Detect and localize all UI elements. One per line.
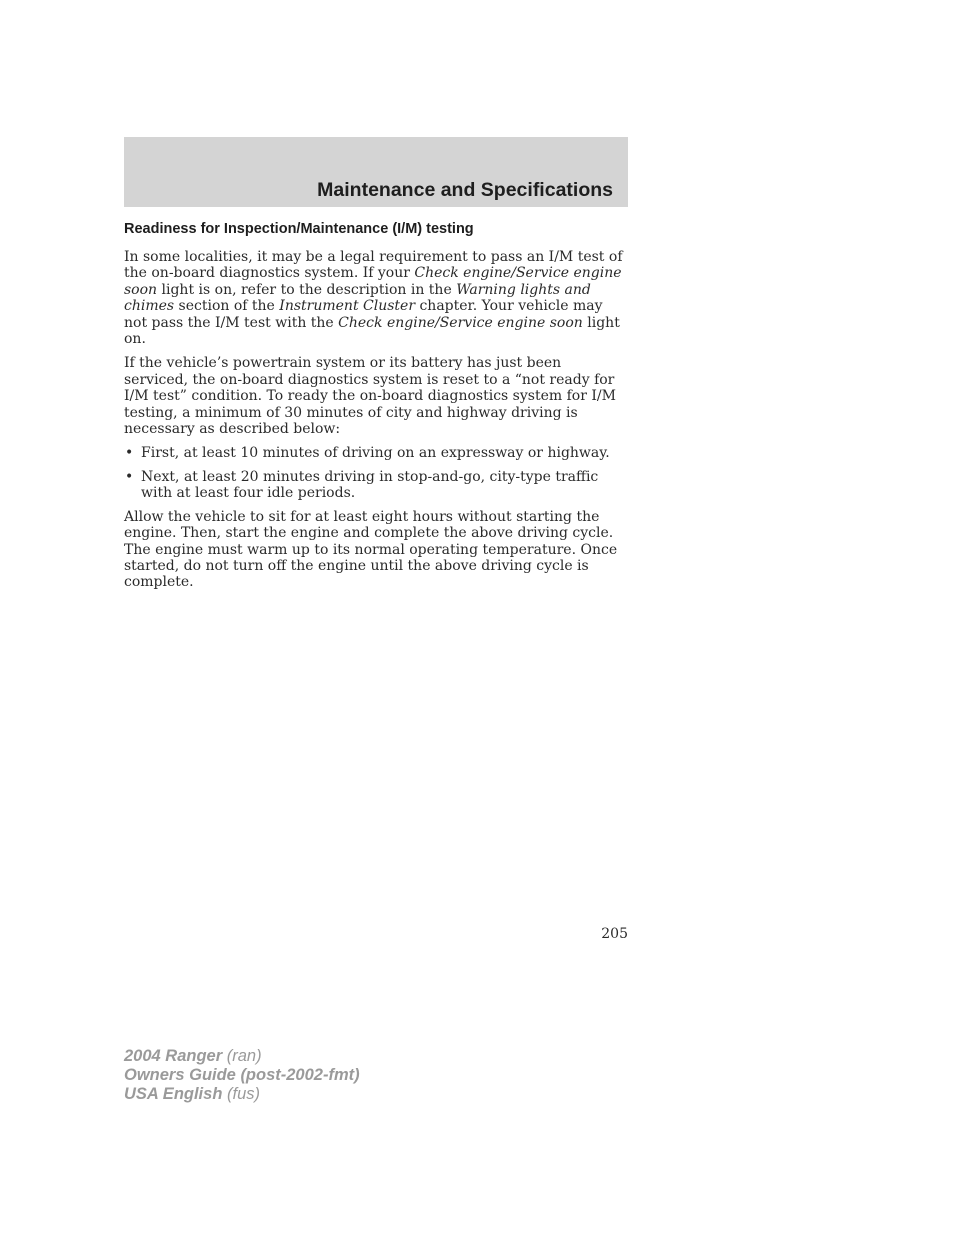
footer-line-2 [124, 1066, 360, 1085]
footer-line-1 [124, 1047, 360, 1066]
list-item-text: Next, at least 20 minutes driving in stop-and-go, city-type traffic with at least four idle periods. [141, 468, 599, 502]
footer-line-3 [124, 1085, 360, 1104]
bullet-icon: • [125, 468, 134, 485]
list-item-text: First, at least 10 minutes of driving on an expressway or highway. [141, 445, 610, 462]
page-number: 205 [601, 926, 628, 942]
paragraph-1-italic-1: Check engine/Service engine soon [124, 265, 622, 298]
paragraph-1-text-2: light is on, refer to the description in the [157, 281, 457, 298]
chapter-title: Maintenance and Specifications [317, 179, 613, 201]
list-item [124, 469, 628, 502]
bullet-list [124, 445, 628, 501]
list-item [124, 445, 628, 461]
paragraph-3: Allow the vehicle to sit for at least eight hours without starting the engine. Then, start the engine and complete the above driving cycle. The engine must warm up to its normal operating temperature. Once started, do not turn off the engine until the above driving cycle is complete. [124, 508, 618, 591]
chapter-header-band [124, 137, 628, 207]
section-heading: Readiness for Inspection/Maintenance (I/M) testing [124, 221, 474, 237]
footer-model-code: (ran) [226, 1047, 262, 1065]
paragraph-1-text-1: In some localities, it may be a legal requirement to pass an I/M test of the on-board diagnostics system. If your [124, 249, 623, 282]
document-footer [124, 1047, 360, 1104]
bullet-icon: • [125, 445, 134, 462]
paragraph-1-italic-2: Warning lights and chimes [124, 281, 591, 315]
paragraph-1-text-5: light on. [124, 314, 620, 348]
paragraph-1-text-3: section of the [174, 298, 280, 315]
paragraph-2: If the vehicle’s powertrain system or its battery has just been serviced, the on-board diagnostics system is reset to a “not ready for I/M test” condition. To ready the on-board diagnostics system for I/M testing, a minimum of 30 minutes of city and highway driving is necessary as described below: [124, 355, 616, 438]
paragraph-1-italic-4: Check engine/Service engine soon [338, 314, 583, 331]
footer-guide: Owners Guide (post-2002-fmt) [124, 1066, 360, 1084]
paragraph-1-italic-3: Instrument Cluster [279, 298, 416, 315]
footer-language-code: (fus) [227, 1085, 260, 1103]
paragraph-1 [124, 249, 628, 347]
footer-language: USA English [124, 1085, 223, 1103]
page-content [124, 221, 628, 599]
footer-model: 2004 Ranger [124, 1047, 223, 1065]
paragraph-1-text-4: chapter. Your vehicle may not pass the I/M test with the [124, 298, 603, 331]
